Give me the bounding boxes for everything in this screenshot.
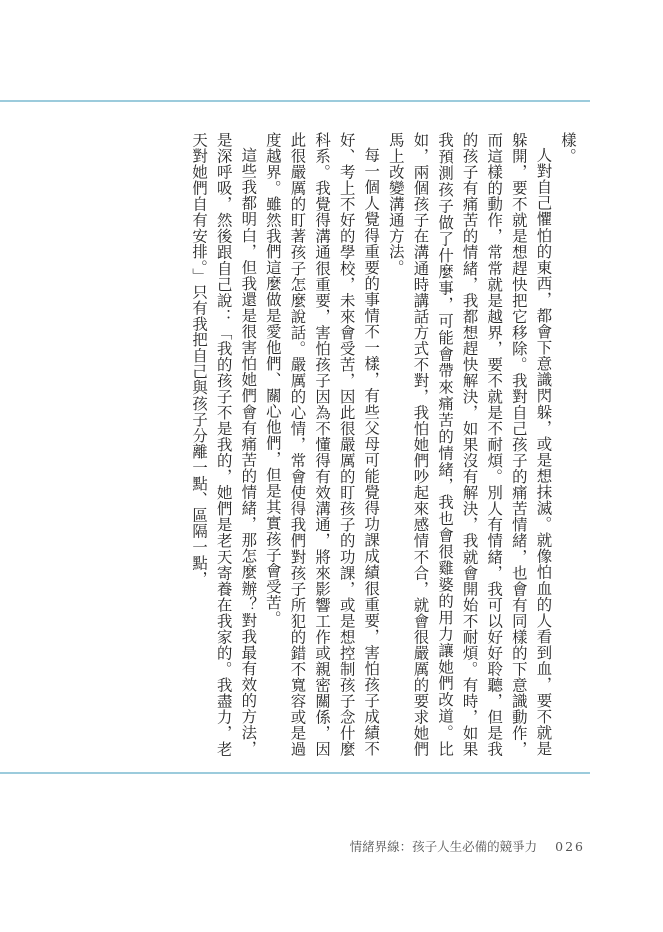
body-text <box>80 132 580 757</box>
running-title: 情緒界線：孩子人生必備的競爭力 <box>349 839 538 854</box>
page-footer <box>300 837 585 855</box>
paragraph-3: 這些我都明白，但我還是很害怕她們會有痛苦的情緒，那怎麼辦？對我最有效的方法，是深呼吸，然後跟自己說：「我的孩子不是我的，她們是老天寄養在我家的。我盡力，老天對她們自有安排。」只有我把自己與孩子分離一點、區隔一點， <box>190 132 258 757</box>
paragraph-2: 每一個人覺得重要的事情不一樣，有些父母可能覺得功課成績很重要，害怕孩子成績不好、考上不好的學校，未來會受苦，因此很嚴厲的盯孩子的功課，或是想控制孩子念什麼科系。我覺得溝通很重要，害怕孩子因為不懂得有效溝通，將來影響工作或親密關係，因此很嚴厲的盯著孩子怎麼說話。嚴厲的心情，常會使得我們對孩子所犯的錯不寬容或是過度越界。雖然我們這麼做是愛他們、關心他們，但是其實孩子會受苦。 <box>263 132 381 757</box>
paragraph-continuation: 樣。 <box>559 132 577 164</box>
page-number: 026 <box>555 839 585 854</box>
paragraph-1: 人對自己懼怕的東西，都會下意識閃躲，或是想抹滅。就像怕血的人看到血，要不就是躲開，要不就是想趕快把它移除。我對自己孩子的痛苦情緒，也會有同樣的下意識動作，而這樣的動作，常常就是越界，要不就是不耐煩。別人有情緒，我可以好好聆聽，但是我的孩子有痛苦的情緒，我都想趕快解決，如果沒有解決，我就會開始不耐煩。有時，如果我預測孩子做了什麼事，可能會帶來痛苦的情緒，我也會很雞婆的用力讓她們改道。比如，兩個孩子在溝通時講話方式不對，我怕她們吵起來感情不合，就會很嚴厲的要求她們馬上改變溝通方法。 <box>386 132 553 757</box>
bottom-divider-line <box>0 772 590 774</box>
top-divider-line <box>0 100 590 102</box>
